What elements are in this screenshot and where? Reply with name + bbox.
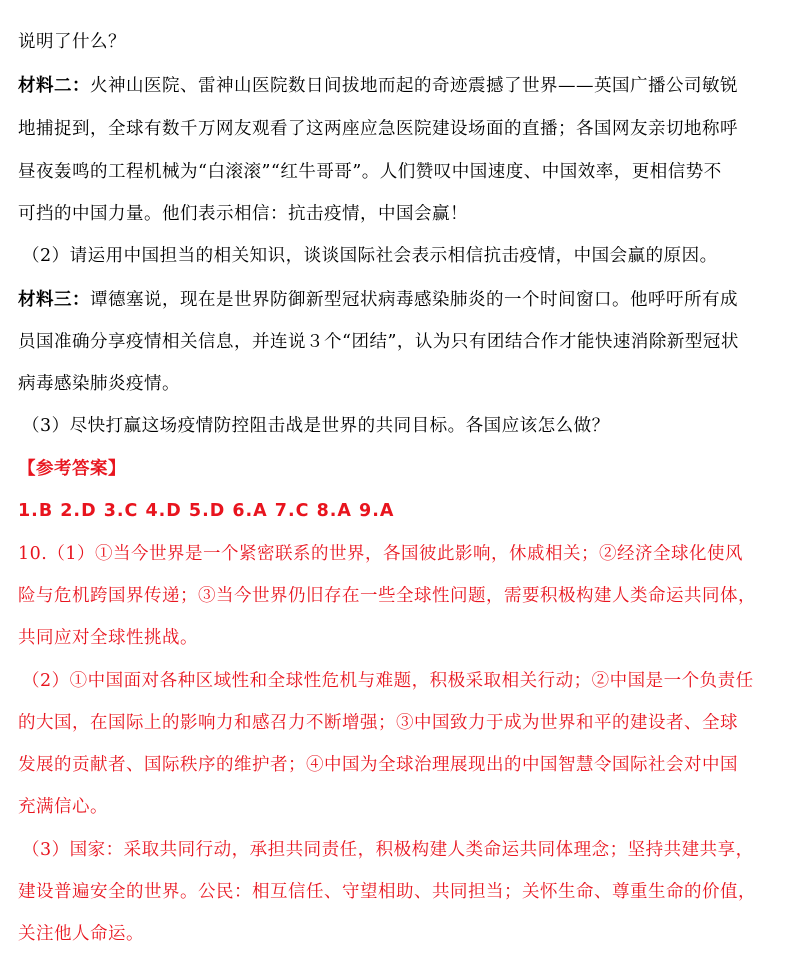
answer-10-1-text-3: 共同应对全球性挑战。 xyxy=(18,628,198,648)
question-1-ending-text: 说明了什么？ xyxy=(18,32,126,52)
answer-10-2-line-4 xyxy=(18,795,780,819)
answer-10-3-text-3: 关注他人命运。 xyxy=(18,924,144,944)
question-1-ending xyxy=(18,30,780,54)
material-2-text-3: 昼夜轰鸣的工程机械为“白滚滚”“红牛哥哥”。人们赞叹中国速度、中国效率，更相信势不 xyxy=(18,162,722,182)
material-2-line-1 xyxy=(18,74,780,98)
material-2-line-4 xyxy=(18,202,780,226)
material-2-label: 材料二： xyxy=(18,76,90,96)
material-2-text-4: 可挡的中国力量。他们表示相信：抗击疫情，中国会赢！ xyxy=(18,204,468,224)
question-2-text: （2）请运用中国担当的相关知识，谈谈国际社会表示相信抗击疫情，中国会赢的原因。 xyxy=(22,246,718,266)
answer-10-3-line-3 xyxy=(18,922,780,946)
material-2-text-1: 火神山医院、雷神山医院数日间拔地而起的奇迹震撼了世界——英国广播公司敏锐 xyxy=(90,76,738,96)
answer-10-2-text-3: 发展的贡献者、国际秩序的维护者；④中国为全球治理展现出的中国智慧令国际社会对中国 xyxy=(18,755,738,775)
answer-10-3-text-1: （3）国家：采取共同行动，承担共同责任，积极构建人类命运共同体理念；坚持共建共享， xyxy=(22,840,754,860)
answer-10-2-text-4: 充满信心。 xyxy=(18,797,108,817)
answer-10-1-text-2: 险与危机跨国界传递；③当今世界仍旧存在一些全球性问题，需要积极构建人类命运共同体， xyxy=(18,586,756,606)
material-3-line-2 xyxy=(18,330,780,354)
answer-10-2-line-3 xyxy=(18,753,780,777)
question-3-text: （3）尽快打赢这场疫情防控阻击战是世界的共同目标。各国应该怎么做？ xyxy=(22,416,610,436)
answer-10-1-text-1: 10.（1）①当今世界是一个紧密联系的世界，各国彼此影响，休戚相关；②经济全球化使风 xyxy=(18,544,743,564)
answer-10-3-text-2: 建设普遍安全的世界。公民：相互信任、守望相助、共同担当；关怀生命、尊重生命的价值， xyxy=(18,882,756,902)
material-2-line-3 xyxy=(18,160,780,184)
answer-10-1-line-3 xyxy=(18,626,780,650)
material-3-text-3: 病毒感染肺炎疫情。 xyxy=(18,374,180,394)
answer-10-2-line-1 xyxy=(22,669,784,693)
answer-10-3-line-1 xyxy=(22,838,784,862)
choice-answers-text: 1.B 2.D 3.C 4.D 5.D 6.A 7.C 8.A 9.A xyxy=(18,501,395,521)
material-3-line-1 xyxy=(18,288,780,312)
material-2-text-2: 地捕捉到，全球有数千万网友观看了这两座应急医院建设场面的直播；各国网友亲切地称呼 xyxy=(18,119,738,139)
material-3-label: 材料三： xyxy=(18,290,90,310)
answer-10-2-text-2: 的大国，在国际上的影响力和感召力不断增强；③中国致力于成为世界和平的建设者、全球 xyxy=(18,713,738,733)
question-2 xyxy=(22,244,784,268)
answer-10-2-line-2 xyxy=(18,711,780,735)
answer-10-2-text-1: （2）①中国面对各种区域性和全球性危机与难题，积极采取相关行动；②中国是一个负责任 xyxy=(22,671,754,691)
answer-10-1-line-1 xyxy=(18,542,780,566)
material-3-line-3 xyxy=(18,372,780,396)
material-3-text-2: 员国准确分享疫情相关信息，并连说３个“团结”，认为只有团结合作才能快速消除新型冠状 xyxy=(18,332,739,352)
choice-answers xyxy=(18,499,780,523)
reference-answer-heading xyxy=(18,457,780,481)
reference-answer-label: 【参考答案】 xyxy=(18,459,126,479)
question-3 xyxy=(22,414,784,438)
material-3-text-1: 谭德塞说，现在是世界防御新型冠状病毒感染肺炎的一个时间窗口。他呼吁所有成 xyxy=(90,290,738,310)
answer-10-1-line-2 xyxy=(18,584,780,608)
answer-10-3-line-2 xyxy=(18,880,780,904)
material-2-line-2 xyxy=(18,117,780,141)
